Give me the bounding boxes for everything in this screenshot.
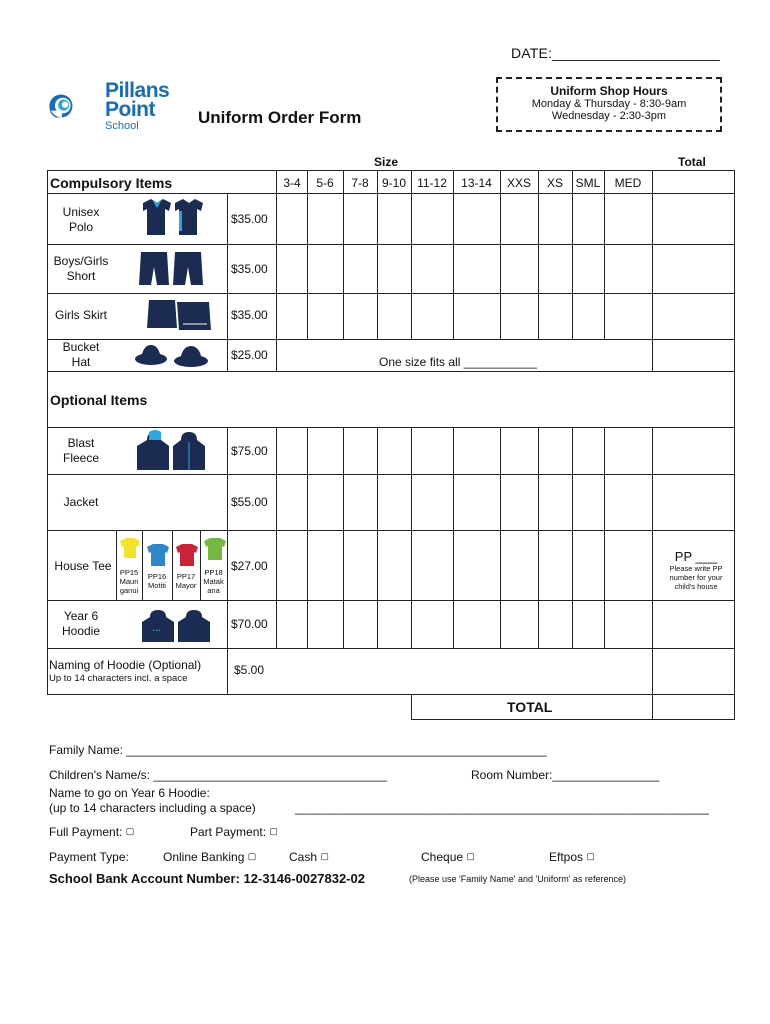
- date-field[interactable]: DATE:_____________________: [511, 45, 720, 61]
- price-boys-girls-short: $35.00: [231, 262, 268, 276]
- item-year6-hoodie: [48, 609, 114, 639]
- cheque-label: Cheque: [421, 850, 464, 864]
- tee-house-line1: Motiti: [148, 581, 166, 590]
- house-tee-label-pp17: [172, 572, 200, 590]
- item-blast-fleece: [48, 436, 114, 466]
- item-name-line2: Polo: [68, 220, 94, 234]
- item-name-line1: Jacket: [63, 495, 99, 509]
- house-tee-blue-icon: [145, 542, 171, 568]
- bank-reference-note: (Please use 'Family Name' and 'Uniform' as reference): [409, 874, 626, 884]
- page-title: Uniform Order Form: [198, 108, 362, 127]
- item-name-line1: Year 6: [63, 609, 99, 623]
- svg-text:•••: •••: [152, 628, 161, 634]
- price-blast-fleece: $75.00: [231, 444, 268, 458]
- size-heading: Size: [374, 155, 399, 169]
- tee-code: PP17: [176, 572, 196, 581]
- hoodie-name-label: Name to go on Year 6 Hoodie:: [49, 786, 210, 800]
- size-col-xs: XS: [546, 176, 563, 190]
- item-name-line1: Bucket: [62, 340, 100, 354]
- shop-hours-title: Uniform Shop Hours: [550, 84, 668, 98]
- tee-code: PP18: [204, 568, 223, 577]
- family-name-field[interactable]: Family Name: _______________________________________________________________: [49, 743, 547, 757]
- price-girls-skirt: $35.00: [231, 308, 268, 322]
- house-tee-yellow-icon: [118, 536, 142, 560]
- tee-house-line1: Maun: [119, 577, 139, 586]
- price-hoodie-naming: $5.00: [234, 663, 265, 677]
- item-jacket: [48, 495, 114, 510]
- cash-option[interactable]: [289, 850, 329, 864]
- full-payment-checkbox-icon[interactable]: ▢: [125, 826, 135, 836]
- shop-hours-line2: Wednesday - 2:30-3pm: [551, 110, 667, 122]
- logo-line1: Pillans: [105, 79, 170, 102]
- tee-house-line1: Mayor: [175, 581, 197, 590]
- part-payment-label: Part Payment:: [190, 825, 267, 839]
- item-name-line1: Boys/Girls: [53, 254, 109, 268]
- size-col-13-14: 13-14: [461, 176, 492, 190]
- item-house-tee: [48, 559, 118, 574]
- school-logo-text: [105, 79, 170, 132]
- pp-note-line1: Please write PP: [669, 564, 723, 573]
- price-jacket: $55.00: [231, 495, 268, 509]
- cheque-checkbox-icon[interactable]: ▢: [466, 851, 475, 861]
- skirt-icon: [143, 296, 215, 336]
- tee-house-line2: ganui: [119, 586, 139, 595]
- size-col-7-8: 7-8: [351, 176, 369, 190]
- item-name-line1: House Tee: [54, 559, 112, 573]
- pp-note-line2: number for your: [669, 573, 723, 582]
- payment-type-label: Payment Type:: [49, 850, 129, 864]
- pp-note-line3: child's house: [674, 582, 718, 591]
- house-tee-label-pp15: [116, 568, 142, 595]
- logo-line2: Point: [105, 97, 155, 121]
- price-year6-hoodie: $70.00: [231, 617, 268, 631]
- grand-total-label: TOTAL: [507, 699, 553, 715]
- bucket-hat-icon: [133, 341, 213, 369]
- total-heading: Total: [678, 155, 706, 169]
- online-banking-option[interactable]: [163, 850, 256, 864]
- cheque-option[interactable]: [421, 850, 475, 864]
- shop-hours-box: [496, 77, 722, 132]
- house-tee-label-pp18: [200, 568, 227, 595]
- item-name-line2: Hat: [71, 355, 91, 369]
- school-logo-icon: [48, 78, 108, 134]
- cash-checkbox-icon[interactable]: ▢: [320, 851, 329, 861]
- online-banking-checkbox-icon[interactable]: ▢: [247, 851, 257, 861]
- size-col-9-10: 9-10: [381, 176, 407, 190]
- eftpos-label: Eftpos: [549, 850, 584, 864]
- item-name-line1: Girls Skirt: [55, 308, 107, 322]
- hoodie-naming-title: Naming of Hoodie (Optional): [49, 658, 202, 672]
- eftpos-option[interactable]: [549, 850, 595, 864]
- part-payment-option[interactable]: [190, 825, 278, 839]
- fleece-hoodie-icon: [135, 430, 211, 472]
- item-name-line2: Hoodie: [61, 624, 101, 638]
- size-col-11-12: 11-12: [417, 176, 447, 190]
- pp-number-note[interactable]: [656, 549, 736, 591]
- polo-shirt-icon: [137, 197, 207, 237]
- shop-hours-line1: Monday & Thursday - 8:30-9am: [531, 98, 687, 110]
- item-name-line2: Short: [66, 269, 96, 283]
- house-tee-green-icon: [202, 536, 228, 562]
- item-bucket-hat: [48, 340, 114, 370]
- cash-label: Cash: [289, 850, 318, 864]
- size-col-5-6: 5-6: [316, 176, 334, 190]
- pp-field[interactable]: PP ___: [674, 549, 718, 564]
- house-tee-label-pp16: [142, 572, 172, 590]
- price-house-tee: $27.00: [231, 559, 268, 573]
- size-col-med: MED: [614, 176, 642, 190]
- item-unisex-polo: [48, 205, 114, 235]
- tee-house-line1: Matak: [203, 577, 224, 586]
- year6-hoodie-icon: [140, 608, 212, 644]
- bank-account-number: School Bank Account Number: 12-3146-0027832-02: [49, 871, 365, 886]
- online-banking-label: Online Banking: [163, 850, 245, 864]
- item-girls-skirt: [48, 308, 114, 323]
- optional-items-heading: Optional Items: [50, 392, 148, 408]
- house-tee-red-icon: [174, 542, 200, 568]
- full-payment-option[interactable]: [49, 825, 134, 839]
- price-bucket-hat: $25.00: [231, 348, 268, 362]
- shorts-icon: [137, 249, 207, 289]
- tee-code: PP15: [119, 568, 139, 577]
- part-payment-checkbox-icon[interactable]: ▢: [269, 826, 278, 836]
- children-names-field[interactable]: Children's Name/s: ___________________________________: [49, 768, 387, 782]
- one-size-note[interactable]: One size fits all ___________: [379, 355, 538, 369]
- item-name-line1: Blast: [67, 436, 95, 450]
- full-payment-label: Full Payment:: [49, 825, 123, 839]
- hoodie-naming-subtitle: Up to 14 characters incl. a space: [49, 673, 188, 684]
- compulsory-items-heading: Compulsory Items: [50, 175, 173, 191]
- hoodie-name-field[interactable]: ______________________________________________________________: [295, 801, 709, 815]
- room-number-field[interactable]: Room Number:________________: [471, 768, 660, 782]
- item-name-line2: Fleece: [62, 451, 100, 465]
- size-col-xxs: XXS: [506, 176, 531, 190]
- size-col-3-4: 3-4: [283, 176, 301, 190]
- eftpos-checkbox-icon[interactable]: ▢: [586, 851, 595, 861]
- tee-code: PP16: [147, 572, 167, 581]
- item-boys-girls-short: [48, 254, 114, 284]
- logo-line3: School: [105, 119, 139, 132]
- item-name-line1: Unisex: [62, 205, 100, 219]
- price-unisex-polo: $35.00: [231, 212, 268, 226]
- size-col-sml: SML: [575, 176, 601, 190]
- tee-house-line2: ana: [207, 586, 220, 595]
- hoodie-name-sublabel: (up to 14 characters including a space): [49, 801, 256, 815]
